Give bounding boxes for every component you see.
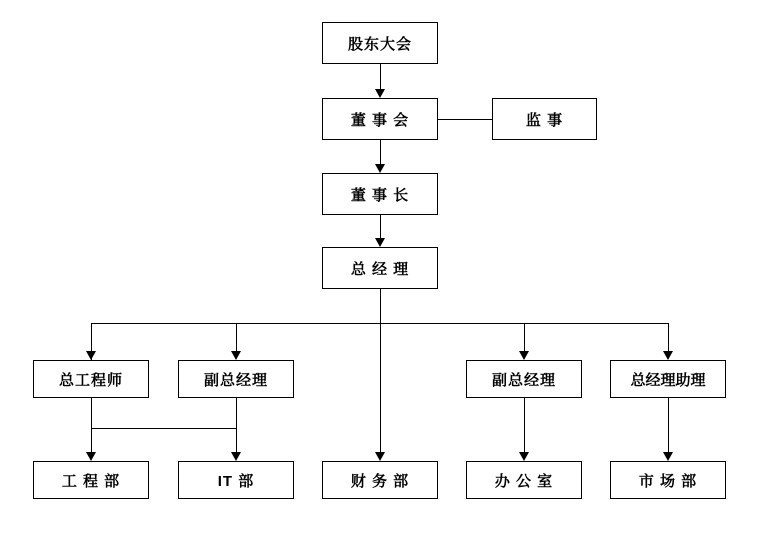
node-label-office-dept: 办 公 室 [494,472,554,490]
node-label-finance-dept: 财 务 部 [350,472,410,490]
connector-bus-to-deputy-gm-1 [236,323,237,351]
arrow-chairman [375,164,385,173]
node-it-dept [178,461,294,499]
node-office-dept [466,461,582,499]
node-label-gm-assistant: 总经理助理 [630,371,706,389]
connector-board-to-chairman [380,140,381,164]
connector-deputy-gm-2-to-office [524,398,525,452]
node-label-marketing-dept: 市 场 部 [638,472,698,490]
node-label-chairman: 董 事 长 [350,186,410,204]
arrow-office [519,452,529,461]
node-marketing-dept [610,461,726,499]
arrow-gm-assistant [663,351,673,360]
node-finance-dept [322,461,438,499]
arrow-marketing [663,452,673,461]
node-engineering-dept [33,461,149,499]
node-label-gm: 总 经 理 [350,260,410,278]
node-label-deputy-gm-2: 副总经理 [491,371,556,389]
node-deputy-gm-1 [178,360,294,398]
connector-gm-to-finance [380,323,381,452]
arrow-deputy-gm-2 [519,351,529,360]
node-label-it-dept: IT 部 [217,472,255,490]
node-label-board: 董 事 会 [350,111,410,129]
arrow-board [375,89,385,98]
node-chief-engineer [33,360,149,398]
connector-shareholders-to-board [380,64,381,89]
arrow-chief-engineer [86,351,96,360]
node-board [322,98,438,140]
arrow-deputy-gm-1 [231,351,241,360]
node-label-shareholders: 股东大会 [347,35,412,53]
connector-gm-to-bus [380,289,381,323]
node-label-chief-engineer: 总工程师 [58,371,123,389]
node-label-deputy-gm-1: 副总经理 [203,371,268,389]
node-label-engineering-dept: 工 程 部 [61,472,121,490]
node-deputy-gm-2 [466,360,582,398]
arrow-engineering [86,452,96,461]
connector-chairman-to-gm [380,215,381,238]
node-gm-assistant [610,360,726,398]
arrow-finance [375,452,385,461]
connector-gm-assistant-to-marketing [668,398,669,452]
connector-board-to-supervisor [438,119,492,120]
connector-bus-to-deputy-gm-2 [524,323,525,351]
connector-bus-to-gm-assistant [668,323,669,351]
arrow-gm [375,238,385,247]
node-chairman [322,173,438,215]
node-shareholders [322,22,438,64]
node-gm [322,247,438,289]
connector-chief-engineer-branch [91,428,237,429]
node-label-supervisor: 监 事 [525,111,564,129]
connector-chief-engineer-to-engineering [91,398,92,452]
connector-deputy-gm-1-to-it [236,398,237,452]
arrow-it [231,452,241,461]
node-supervisor [492,98,597,140]
